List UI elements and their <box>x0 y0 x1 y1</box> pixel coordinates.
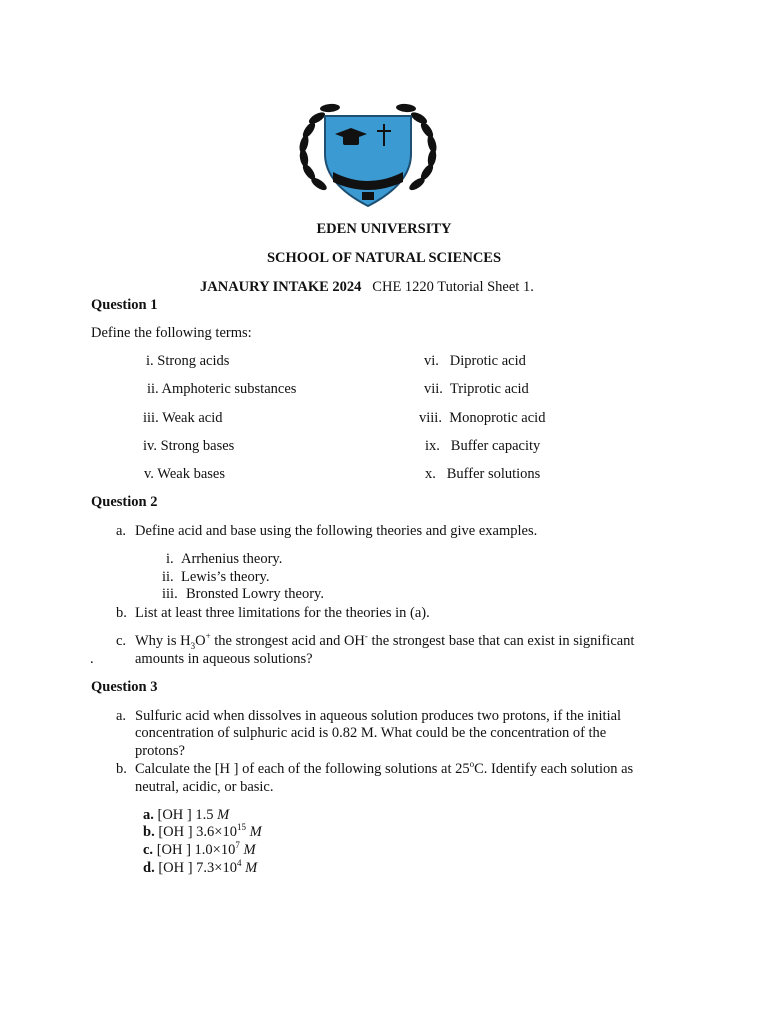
q3-a-text-line2: concentration of sulphuric acid is 0.82 M. What could be the concentration of the <box>135 725 607 741</box>
q2-c-text: Why is $H_3O^+$ the strongest acid and OH- the strongest base that can exist in significant <box>135 631 635 651</box>
q2-c-label: c. <box>116 633 127 649</box>
theory-number: ii. <box>162 569 174 585</box>
q2-c-text-line2: amounts in aqueous solutions? <box>135 651 313 667</box>
term-item: ii. Amphoteric substances <box>147 381 297 397</box>
term-item: vii. Triprotic acid <box>424 381 529 397</box>
university-logo <box>295 98 441 210</box>
term-item: viii. Monoprotic acid <box>419 410 546 426</box>
university-name: EDEN UNIVERSITY <box>316 221 452 237</box>
question-1-intro: Define the following terms: <box>91 325 252 341</box>
theory-text: Bronsted Lowry theory. <box>186 586 324 602</box>
q3-a-text-line1: Sulfuric acid when dissolves in aqueous solution produces two protons, if the initial <box>135 708 622 724</box>
theory-text: Arrhenius theory. <box>181 551 283 567</box>
term-item: iii. Weak acid <box>143 410 223 426</box>
stray-dot: . <box>90 651 94 667</box>
term-item: iv. Strong bases <box>143 438 235 454</box>
q2-a-text: Define acid and base using the following theories and give examples. <box>135 523 538 539</box>
school-name: SCHOOL OF NATURAL SCIENCES <box>266 250 502 266</box>
q2-a-label: a. <box>116 523 127 539</box>
intake-label: JANAURY INTAKE 2024 <box>200 279 362 295</box>
question-2-title: Question 2 <box>91 494 158 510</box>
theory-text: Lewis’s theory. <box>181 569 270 585</box>
theory-number: i. <box>166 551 174 567</box>
term-item: x. Buffer solutions <box>425 466 541 482</box>
term-item: vi. Diprotic acid <box>424 353 526 369</box>
intake-line <box>200 279 534 296</box>
question-3-title: Question 3 <box>91 679 158 695</box>
q3-b-text-line2: neutral, acidic, or basic. <box>135 779 274 795</box>
building-icon <box>362 192 374 200</box>
q3-b-label: b. <box>116 761 127 777</box>
q2-b-text: List at least three limitations for the theories in (a). <box>135 605 430 621</box>
term-item: i. Strong acids <box>146 353 230 369</box>
q3-a-label: a. <box>116 708 127 724</box>
q3-a-text-line3: protons? <box>135 743 185 759</box>
term-item: v. Weak bases <box>144 466 225 482</box>
solution-item: c. [OH ] $1.0\times 10^7$ M <box>143 840 256 858</box>
q3-b-text-line1: Calculate the [H ] of each of the following solutions at 25$^o$C. Identify each solution as <box>135 759 634 777</box>
solution-item: a. [OH ] 1.5 M <box>143 807 230 823</box>
term-item: ix. Buffer capacity <box>425 438 541 454</box>
solution-item: d. [OH ] $7.3\times 10^4$ M <box>143 858 258 876</box>
theory-number: iii. <box>162 586 178 602</box>
question-1-title: Question 1 <box>91 297 158 313</box>
solution-item: b. [OH ] $3.6\times 10^{15}$ M <box>143 822 262 840</box>
q2-b-label: b. <box>116 605 127 621</box>
sheet-title: CHE 1220 Tutorial Sheet 1. <box>372 279 534 295</box>
